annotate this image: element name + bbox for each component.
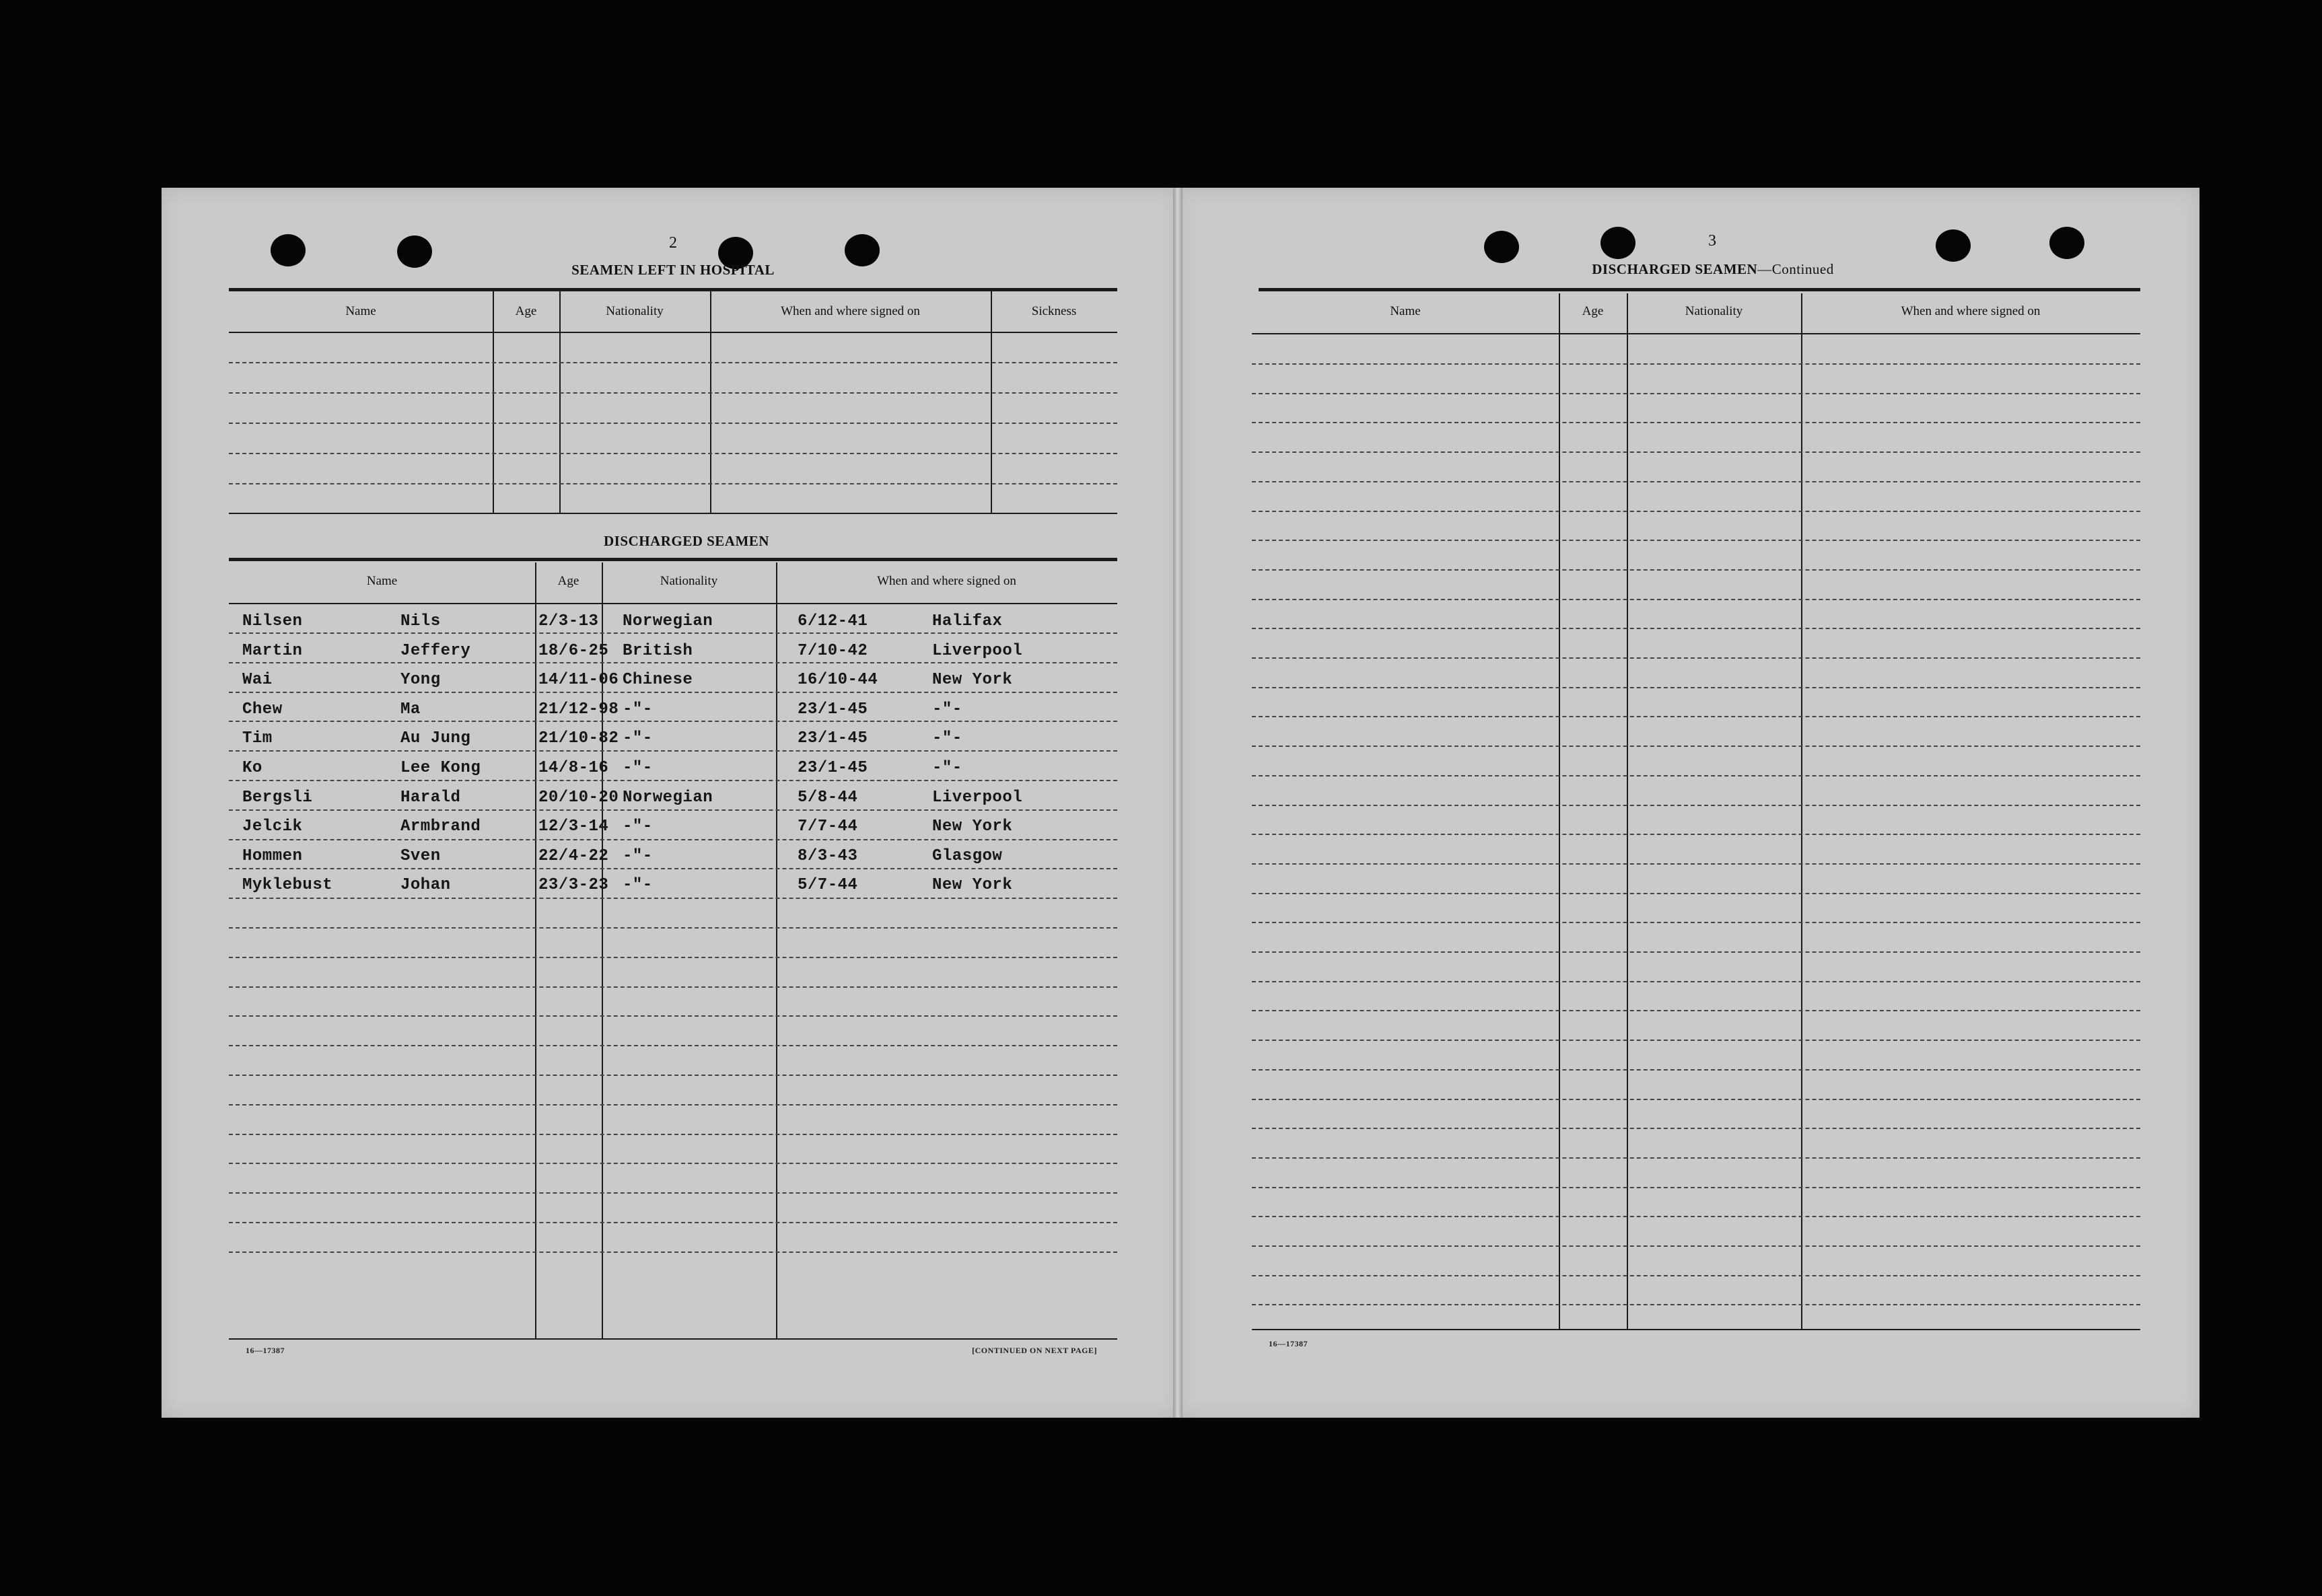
hospital-col-divider: [991, 291, 992, 513]
right-row-line: [1252, 422, 2140, 423]
discharged-row-line: [229, 1163, 1117, 1164]
discharged-col-name: Name: [366, 574, 398, 588]
form-number-left: 16—17387: [246, 1346, 285, 1355]
seaman-birthdate: 18/6-25: [538, 641, 609, 660]
seaman-first-name: Au Jung: [400, 729, 471, 748]
discharged-row-line: [229, 1222, 1117, 1223]
page-spine: [1173, 188, 1183, 1418]
discharged-row-line: [229, 839, 1117, 840]
seaman-signed-date: 5/7-44: [798, 876, 858, 895]
seaman-nationality: -"-: [623, 876, 653, 895]
right-col-name: Name: [1390, 304, 1421, 318]
discharged-row-line: [229, 692, 1117, 693]
right-row-line: [1252, 540, 2140, 541]
punch-hole: [1600, 227, 1635, 259]
hospital-top-rule: [229, 288, 1117, 291]
discharged-continued-title-main: DISCHARGED SEAMEN: [1592, 261, 1758, 277]
page-number-left: 2: [669, 234, 677, 252]
seaman-first-name: Johan: [400, 876, 451, 895]
discharged-continued-suffix: —Continued: [1757, 261, 1834, 277]
seaman-nationality: -"-: [623, 846, 653, 865]
hospital-row-line: [229, 392, 1117, 394]
seaman-first-name: Armbrand: [400, 818, 481, 836]
right-row-line: [1252, 393, 2140, 394]
discharged-section-title: DISCHARGED SEAMEN: [604, 533, 769, 549]
right-col-nationality: Nationality: [1685, 304, 1743, 318]
seaman-surname: Myklebust: [242, 876, 333, 895]
seaman-first-name: Sven: [400, 846, 441, 865]
punch-hole: [1484, 231, 1519, 263]
hospital-bottom-rule: [229, 513, 1117, 514]
punch-hole: [1936, 229, 1971, 262]
seaman-signed-place: -"-: [932, 700, 962, 719]
right-row-line: [1252, 981, 2140, 982]
seaman-signed-place: -"-: [932, 729, 962, 748]
discharged-col-age: Age: [557, 574, 579, 588]
seaman-surname: Jelcik: [242, 818, 303, 836]
discharged-row-line: [229, 1104, 1117, 1105]
seaman-birthdate: 14/8-16: [538, 759, 609, 777]
right-row-line: [1252, 775, 2140, 776]
hospital-col-nationality: Nationality: [606, 304, 664, 318]
seaman-signed-place: Liverpool: [932, 641, 1023, 660]
discharged-continued-title: [1501, 261, 1925, 278]
seaman-first-name: Harald: [400, 788, 461, 807]
seaman-signed-place: New York: [932, 671, 1013, 690]
discharged-row-line: [229, 898, 1117, 899]
seaman-surname: Ko: [242, 759, 262, 777]
right-row-line: [1252, 363, 2140, 365]
seaman-signed-date: 23/1-45: [798, 729, 868, 748]
seaman-first-name: Nils: [400, 612, 441, 630]
seaman-signed-place: -"-: [932, 759, 962, 777]
seaman-signed-place: Halifax: [932, 612, 1003, 630]
seaman-nationality: -"-: [623, 759, 653, 777]
discharged-row-line: [229, 721, 1117, 722]
discharged-top-rule: [229, 558, 1117, 561]
right-row-line: [1252, 569, 2140, 571]
page-number-right: 3: [1708, 232, 1716, 250]
right-col-signed-on: When and where signed on: [1901, 304, 2041, 318]
discharged-row-line: [229, 1075, 1117, 1076]
seaman-nationality: Chinese: [623, 671, 693, 690]
right-top-rule: [1259, 288, 2140, 291]
discharged-row-line: [229, 662, 1117, 663]
discharged-row-line: [229, 957, 1117, 958]
right-row-line: [1252, 893, 2140, 894]
hospital-row-line: [229, 453, 1117, 454]
hospital-section-title: SEAMEN LEFT IN HOSPITAL: [571, 262, 775, 278]
seaman-surname: Nilsen: [242, 612, 303, 630]
right-row-line: [1252, 1157, 2140, 1159]
right-header-rule: [1252, 333, 2140, 334]
right-row-line: [1252, 1010, 2140, 1011]
right-row-line: [1252, 863, 2140, 865]
hospital-col-age: Age: [515, 304, 537, 318]
discharged-col-nationality: Nationality: [660, 574, 718, 588]
hospital-col-sickness: Sickness: [1031, 304, 1077, 318]
seaman-nationality: British: [623, 641, 693, 660]
discharged-col-signed-on: When and where signed on: [877, 574, 1016, 588]
seaman-birthdate: 20/10-20: [538, 788, 619, 807]
seaman-signed-place: Liverpool: [932, 788, 1023, 807]
right-row-line: [1252, 1304, 2140, 1305]
seaman-nationality: -"-: [623, 729, 653, 748]
right-col-divider: [1627, 293, 1628, 1330]
punch-hole: [2049, 227, 2084, 259]
seaman-first-name: Jeffery: [400, 641, 471, 660]
hospital-col-signed-on: When and where signed on: [781, 304, 920, 318]
right-bottom-rule: [1252, 1329, 2140, 1330]
seaman-birthdate: 21/10-82: [538, 729, 619, 748]
form-number-right: 16—17387: [1269, 1339, 1308, 1348]
seaman-birthdate: 22/4-22: [538, 846, 609, 865]
discharged-row-line: [229, 1045, 1117, 1046]
seaman-nationality: -"-: [623, 818, 653, 836]
seaman-first-name: Yong: [400, 671, 441, 690]
discharged-header-rule: [229, 603, 1117, 604]
right-row-line: [1252, 834, 2140, 835]
hospital-row-line: [229, 483, 1117, 484]
hospital-col-divider: [710, 291, 711, 513]
right-row-line: [1252, 716, 2140, 717]
seaman-signed-date: 5/8-44: [798, 788, 858, 807]
seaman-surname: Hommen: [242, 846, 303, 865]
seaman-signed-date: 23/1-45: [798, 700, 868, 719]
seaman-birthdate: 2/3-13: [538, 612, 599, 630]
discharged-row-line: [229, 868, 1117, 869]
right-row-line: [1252, 657, 2140, 659]
punch-hole: [271, 234, 306, 266]
right-row-line: [1252, 1275, 2140, 1276]
right-row-line: [1252, 1069, 2140, 1071]
right-row-line: [1252, 805, 2140, 806]
seaman-birthdate: 14/11-06: [538, 671, 619, 690]
seaman-surname: Chew: [242, 700, 283, 719]
seaman-signed-date: 6/12-41: [798, 612, 868, 630]
discharged-bottom-rule: [229, 1338, 1117, 1340]
right-row-line: [1252, 1099, 2140, 1100]
right-row-line: [1252, 1216, 2140, 1217]
right-row-line: [1252, 1040, 2140, 1041]
seaman-signed-date: 16/10-44: [798, 671, 878, 690]
right-col-divider: [1559, 293, 1560, 1330]
right-row-line: [1252, 599, 2140, 600]
hospital-header-rule: [229, 332, 1117, 333]
hospital-row-line: [229, 423, 1117, 424]
seaman-signed-date: 23/1-45: [798, 759, 868, 777]
continued-note: [CONTINUED ON NEXT PAGE]: [972, 1346, 1097, 1355]
seaman-surname: Wai: [242, 671, 273, 690]
right-page: [1178, 188, 2200, 1418]
seaman-signed-place: Glasgow: [932, 846, 1003, 865]
seaman-birthdate: 23/3-23: [538, 876, 609, 895]
right-row-line: [1252, 687, 2140, 688]
right-row-line: [1252, 1245, 2140, 1247]
seaman-signed-place: New York: [932, 818, 1013, 836]
seaman-birthdate: 21/12-98: [538, 700, 619, 719]
hospital-col-divider: [493, 291, 494, 513]
right-col-divider: [1801, 293, 1802, 1330]
right-row-line: [1252, 746, 2140, 747]
seaman-nationality: Norwegian: [623, 788, 713, 807]
discharged-row-line: [229, 1015, 1117, 1017]
discharged-row-line: [229, 780, 1117, 781]
discharged-row-line: [229, 632, 1117, 634]
hospital-row-line: [229, 362, 1117, 363]
right-row-line: [1252, 451, 2140, 453]
seaman-surname: Martin: [242, 641, 303, 660]
right-row-line: [1252, 1128, 2140, 1129]
right-row-line: [1252, 628, 2140, 629]
seaman-nationality: -"-: [623, 700, 653, 719]
seaman-surname: Bergsli: [242, 788, 313, 807]
right-row-line: [1252, 922, 2140, 923]
hospital-col-name: Name: [345, 304, 376, 318]
right-row-line: [1252, 511, 2140, 512]
right-row-line: [1252, 481, 2140, 482]
discharged-row-line: [229, 1252, 1117, 1253]
seaman-first-name: Lee Kong: [400, 759, 481, 777]
discharged-row-line: [229, 750, 1117, 752]
discharged-row-line: [229, 1192, 1117, 1194]
seaman-first-name: Ma: [400, 700, 421, 719]
seaman-surname: Tim: [242, 729, 273, 748]
seaman-nationality: Norwegian: [623, 612, 713, 630]
discharged-row-line: [229, 927, 1117, 929]
seaman-signed-date: 8/3-43: [798, 846, 858, 865]
discharged-row-line: [229, 809, 1117, 811]
hospital-col-divider: [559, 291, 561, 513]
punch-hole: [397, 235, 432, 268]
right-row-line: [1252, 951, 2140, 953]
seaman-birthdate: 12/3-14: [538, 818, 609, 836]
right-col-age: Age: [1582, 304, 1604, 318]
discharged-row-line: [229, 986, 1117, 988]
seaman-signed-date: 7/7-44: [798, 818, 858, 836]
seaman-signed-date: 7/10-42: [798, 641, 868, 660]
right-row-line: [1252, 1187, 2140, 1188]
seaman-signed-place: New York: [932, 876, 1013, 895]
discharged-row-line: [229, 1134, 1117, 1135]
